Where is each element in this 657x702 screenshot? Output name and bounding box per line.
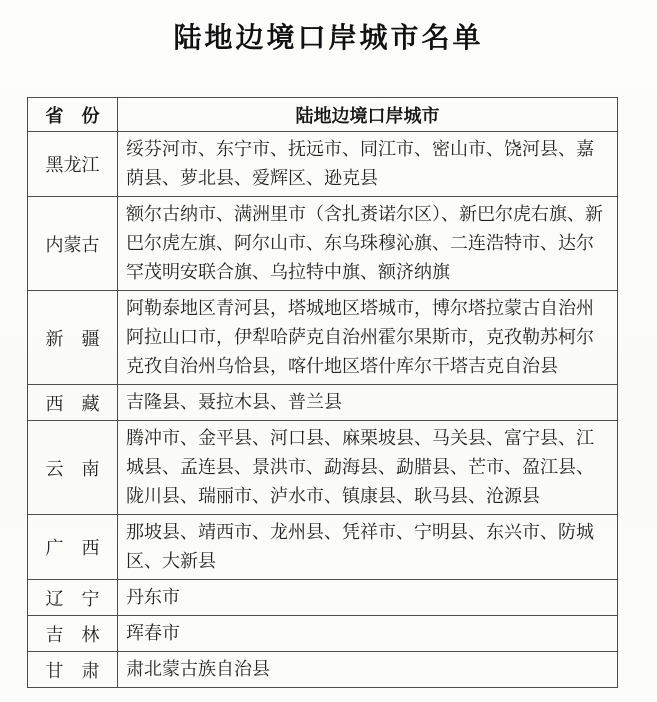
province-cell: 辽 宁 xyxy=(28,580,118,616)
column-header-province: 省 份 xyxy=(28,98,118,132)
cities-cell: 吉隆县、聂拉木县、普兰县 xyxy=(118,385,618,421)
province-cell: 内蒙古 xyxy=(28,197,118,291)
table-row xyxy=(28,132,618,197)
cities-cell: 珲春市 xyxy=(118,616,618,652)
table-row xyxy=(28,515,618,580)
table-row xyxy=(28,385,618,421)
province-cell: 新 疆 xyxy=(28,291,118,385)
cities-cell: 阿勒泰地区青河县，塔城地区塔城市，博尔塔拉蒙古自治州阿拉山口市，伊犁哈萨克自治州霍尔果斯市，克孜勒苏柯尔克孜自治州乌恰县，喀什地区塔什库尔干塔吉克自治县 xyxy=(118,291,618,385)
cities-cell: 丹东市 xyxy=(118,580,618,616)
border-cities-table xyxy=(27,97,618,688)
cities-cell: 肃北蒙古族自治县 xyxy=(118,652,618,688)
table-row xyxy=(28,421,618,515)
table-row xyxy=(28,652,618,688)
table-row xyxy=(28,616,618,652)
province-cell: 黑龙江 xyxy=(28,132,118,197)
table-row xyxy=(28,580,618,616)
table-row xyxy=(28,197,618,291)
column-header-cities: 陆地边境口岸城市 xyxy=(118,98,618,132)
table-header-row xyxy=(28,98,618,132)
province-cell: 广 西 xyxy=(28,515,118,580)
cities-cell: 额尔古纳市、满洲里市（含扎赉诺尔区）、新巴尔虎右旗、新巴尔虎左旗、阿尔山市、东乌珠穆沁旗、二连浩特市、达尔罕茂明安联合旗、乌拉特中旗、额济纳旗 xyxy=(118,197,618,291)
province-cell: 甘 肃 xyxy=(28,652,118,688)
cities-cell: 绥芬河市、东宁市、抚远市、同江市、密山市、饶河县、嘉荫县、萝北县、爱辉区、逊克县 xyxy=(118,132,618,197)
cities-cell: 那坡县、靖西市、龙州县、凭祥市、宁明县、东兴市、防城区、大新县 xyxy=(118,515,618,580)
province-cell: 吉 林 xyxy=(28,616,118,652)
cities-cell: 腾冲市、金平县、河口县、麻栗坡县、马关县、富宁县、江城县、孟连县、景洪市、勐海县、勐腊县、芒市、盈江县、陇川县、瑞丽市、泸水市、镇康县、耿马县、沧源县 xyxy=(118,421,618,515)
province-cell: 云 南 xyxy=(28,421,118,515)
table-row xyxy=(28,291,618,385)
page-title: 陆地边境口岸城市名单 xyxy=(173,22,484,53)
province-cell: 西 藏 xyxy=(28,385,118,421)
